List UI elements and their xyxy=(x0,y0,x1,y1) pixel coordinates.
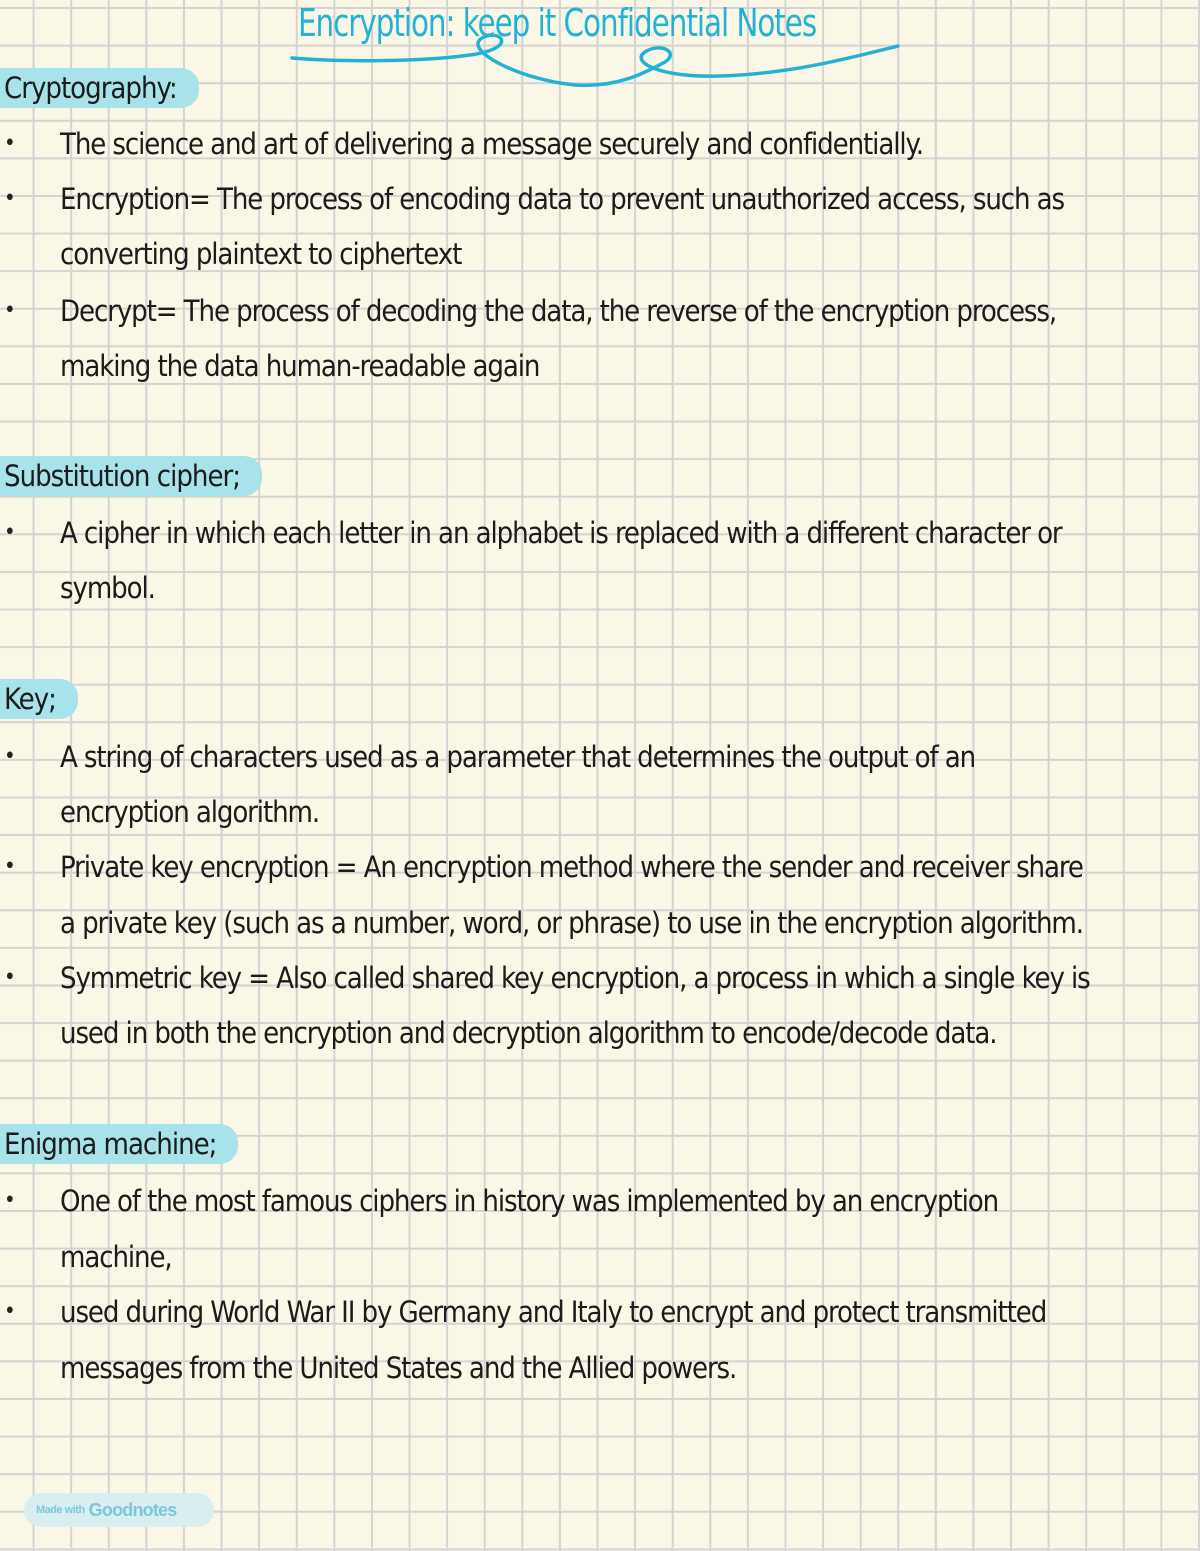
crypto-bullet3-line1: Decrypt= The process of decoding the data, the reverse of the encryption process, xyxy=(60,294,1057,328)
bullet-icon: • xyxy=(4,520,16,545)
key-bullet1-line2: encryption algorithm. xyxy=(60,795,320,829)
bullet-icon: • xyxy=(4,1188,16,1213)
enigma-bullet1-line2: machine, xyxy=(60,1240,172,1274)
key-bullet2-line2: a private key (such as a number, word, or phrase) to use in the encryption algorithm. xyxy=(60,906,1083,940)
bullet-icon: • xyxy=(4,186,16,211)
heading-substitution-text: Substitution cipher; xyxy=(0,456,262,496)
bullet-icon: • xyxy=(4,1299,16,1324)
bullet-icon: • xyxy=(4,744,16,769)
crypto-bullet1-line1: The science and art of delivering a message securely and confidentially. xyxy=(60,127,923,161)
badge-made-with-text: Made with xyxy=(36,1504,85,1516)
enigma-bullet1-line1: One of the most famous ciphers in history was implemented by an encryption xyxy=(60,1184,999,1218)
heading-cryptography xyxy=(0,68,199,108)
heading-enigma xyxy=(0,1124,238,1164)
crypto-bullet3-line2: making the data human-readable again xyxy=(60,349,540,383)
made-with-goodnotes-badge[interactable] xyxy=(24,1493,214,1527)
enigma-bullet2-line1: used during World War II by Germany and Italy to encrypt and protect transmitted xyxy=(60,1295,1047,1329)
key-bullet2-line1: Private key encryption = An encryption method where the sender and receiver share xyxy=(60,850,1083,884)
badge-brand-text: Goodnotes xyxy=(88,1499,177,1520)
heading-key xyxy=(0,679,78,719)
bullet-icon: • xyxy=(4,298,16,323)
subst-bullet1-line2: symbol. xyxy=(60,571,155,605)
bullet-icon: • xyxy=(4,965,16,990)
subst-bullet1-line1: A cipher in which each letter in an alphabet is replaced with a different character or xyxy=(60,516,1062,550)
page-title: Encryption: keep it Confidential Notes xyxy=(298,1,817,45)
enigma-bullet2-line2: messages from the United States and the Allied powers. xyxy=(60,1351,737,1385)
bullet-icon: • xyxy=(4,131,16,156)
heading-substitution xyxy=(0,456,262,496)
heading-cryptography-text: Cryptography: xyxy=(0,68,199,108)
key-bullet3-line2: used in both the encryption and decryption algorithm to encode/decode data. xyxy=(60,1016,997,1050)
heading-enigma-text: Enigma machine; xyxy=(0,1124,238,1164)
heading-key-text: Key; xyxy=(0,679,78,719)
key-bullet1-line1: A string of characters used as a parameter that determines the output of an xyxy=(60,740,976,774)
crypto-bullet2-line2: converting plaintext to ciphertext xyxy=(60,237,462,271)
bullet-icon: • xyxy=(4,854,16,879)
key-bullet3-line1: Symmetric key = Also called shared key encryption, a process in which a single key is xyxy=(60,961,1090,995)
crypto-bullet2-line1: Encryption= The process of encoding data to prevent unauthorized access, such as xyxy=(60,182,1065,216)
